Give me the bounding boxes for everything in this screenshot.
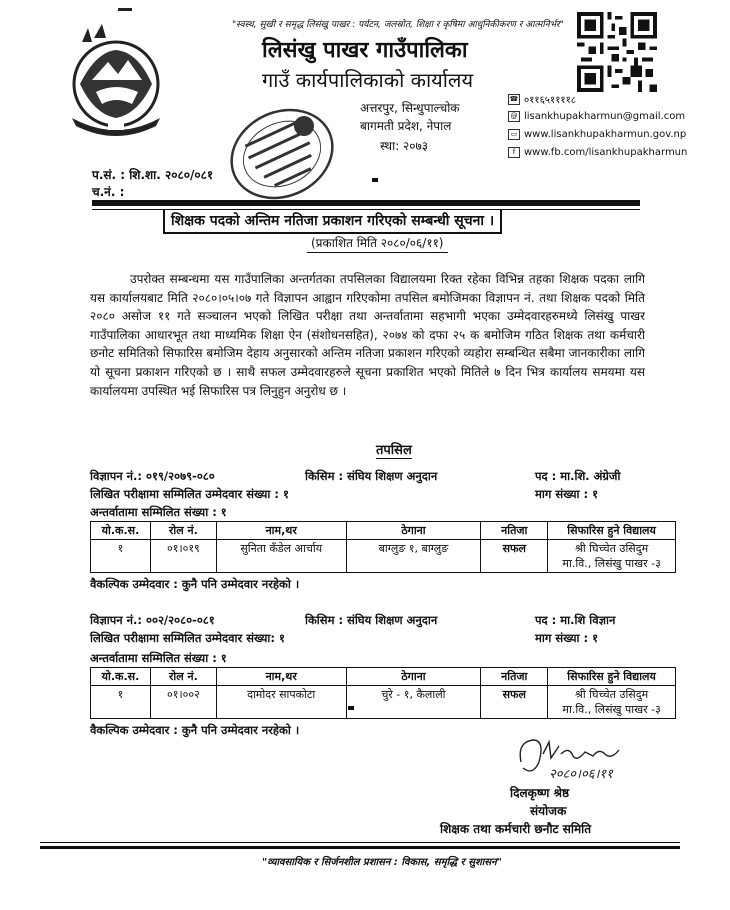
advert-1-kind: किसिम : संघिय शिक्षण अनुदान: [305, 469, 438, 483]
facebook-icon: f: [508, 147, 520, 158]
cell-result: सफल: [481, 686, 548, 719]
footer-motto: "व्यावसायिक र सिर्जनशील प्रशासन : विकास, समृद्धि र सुशासन": [262, 857, 502, 868]
table-row: [91, 540, 676, 573]
col-result: नतिजा: [481, 668, 548, 686]
cell-name: सुनिता कँडेल आर्चाय: [216, 540, 346, 573]
contact-website: [508, 129, 686, 140]
contact-email: [508, 111, 685, 122]
table-header-row: [91, 668, 676, 686]
contact-phone: [508, 92, 576, 106]
cell-school: [548, 686, 676, 719]
handwritten-signature: [515, 732, 645, 782]
cell-serial: १: [91, 540, 151, 573]
office-name: गाउँ कार्यपालिकाको कार्यालय: [262, 68, 474, 92]
col-address: ठेगाना: [346, 522, 481, 540]
school-line-1: श्री घिच्चेत उसिदुम: [575, 688, 649, 701]
col-name: नाम,थर: [216, 668, 346, 686]
footer-divider-thick: [40, 846, 680, 849]
established-year: स्था: २०७३: [380, 139, 429, 153]
school-line-1: श्री घिच्चेत उसिदुम: [575, 542, 649, 555]
web-icon: ▭: [508, 129, 520, 140]
header-motto: "स्वस्थ, सुखी र समृद्ध लिसंखु पाखर : पर्यटन, जलस्रोत, शिक्षा र कृषिमा आधुनिकीकरण र आत्मनिर्भर": [232, 20, 564, 30]
cell-result: सफल: [481, 540, 548, 573]
cell-roll: ०१।०१९: [150, 540, 216, 573]
notice-body: [90, 270, 645, 400]
email-icon: @: [508, 111, 520, 122]
cell-address: बाग्लुङ १, बाग्लुङ: [346, 540, 481, 573]
phone-icon: ☎: [509, 94, 519, 103]
col-result: नतिजा: [481, 522, 548, 540]
notice-body-text: उपरोक्त सम्बन्धमा यस गाउँपालिका अन्तर्गतका तपसिलका विद्यालयमा रिक्त रहेका विभिन्न तहका शिक्षक पदका लागि यस कार्यालयबाट मिति २०८०।०५।०७ गते विज्ञापन आह्वान गरिएकोमा तपसिल बमोजिमका विज्ञापन नं. तथा शिक्षक पदको मिति २०८० असोज ११ गते सञ्चालन भएको लिखित परीक्षा तथा अन्तर्वातामा सहभागी भएका उम्मेदवारहरुमध्ये लिसंखु पाखर गाउँपालिका आधारभूत तथा माध्यमिक शिक्षा ऐन (संशोधनसहित), २०७४ को दफा २५ क बमोजिम गठित शिक्षक तथा कर्मचारी छनोट समितिको सिफारिस बमोजिम देहाय अनुसारको अन्तिम नतिजा प्रकाशन गरिएको व्यहोरा सम्बन्धित सबैमा जानकारीका लागि यो सूचना प्रकाशन गरिएको छ । साथै सफल उम्मेदवारहरुले सूचना प्रकाशित भएको मितिले ७ दिन भित्र कार्यालय समयमा यस कार्यालयमा उपस्थित भई सिफारिस पत्र लिनुहुन अनुरोध छ ।: [90, 272, 645, 398]
advert-2-demand: माग संख्या : १: [535, 631, 599, 645]
advert-2-written-count: लिखित परीक्षामा सम्मिलित उम्मेदवार संख्या: १: [90, 631, 285, 645]
advert-1-number: विज्ञापन नं.: ०१९/२०७९-०८०: [90, 469, 215, 483]
header-divider: [92, 200, 640, 206]
signer-role: संयोजक: [530, 804, 567, 818]
cell-school: [548, 540, 676, 573]
email-address[interactable]: lisankhupakharmun@gmail.com: [524, 111, 686, 122]
published-date: (प्रकाशित मिति २०८०/०६/११): [307, 233, 448, 253]
address-line-2: बागमती प्रदेश, नेपाल: [360, 119, 452, 133]
contact-facebook: [508, 147, 687, 158]
scan-mark: [118, 8, 132, 11]
address-line-1: अत्तरपुर, सिन्धुपाल्चोक: [360, 101, 460, 115]
advert-1-demand: माग संख्या : १: [535, 487, 599, 501]
advert-2-kind: किसिम : संघिय शिक्षण अनुदान: [305, 613, 438, 627]
signer-name: दिलकृष्ण श्रेष्ठ: [510, 786, 570, 800]
facebook-link[interactable]: www.fb.com/lisankhupakharmun: [524, 147, 688, 158]
col-school: सिफारिस हुने विद्यालय: [548, 522, 676, 540]
result-table-2: [90, 667, 676, 719]
cell-name: दामोदर सापकोटा: [216, 686, 346, 719]
school-line-2: मा.वि., लिसंखु पाखर -३: [562, 703, 661, 716]
footer-divider: [40, 842, 680, 843]
col-serial: यो.क.स.: [91, 522, 151, 540]
website-link[interactable]: www.lisankhupakharmun.gov.np: [524, 129, 687, 140]
cell-address: चुरे - १, कैलाली: [346, 686, 481, 719]
col-roll: रोल नं.: [150, 522, 216, 540]
advert-1-interview-count: अन्तर्वातामा सम्मिलित संख्या : १: [90, 505, 227, 519]
patra-sankhya: प.सं. : शि.शा. २०८०/०८१: [92, 168, 214, 182]
result-table-1: [90, 521, 676, 573]
col-name: नाम,थर: [216, 522, 346, 540]
advert-2-interview-count: अन्तर्वातामा सम्मिलित संख्या : १: [90, 651, 227, 665]
advert-1-post: पद : मा.शि. अंग्रेजी: [535, 469, 621, 483]
committee-name: शिक्षक तथा कर्मचारी छनौट समिति: [440, 822, 592, 836]
chalani-number: च.नं. :: [92, 185, 125, 199]
col-roll: रोल नं.: [150, 668, 216, 686]
advert-2-post: पद : मा.शि विज्ञान: [535, 613, 616, 627]
advert-2-alternate: वैकल्पिक उम्मेदवार : कुनै पनि उम्मेदवार नरहेको ।: [90, 723, 300, 737]
cell-serial: १: [91, 686, 151, 719]
advert-1-alternate: वैकल्पिक उम्मेदवार : कुनै पनि उम्मेदवार नरहेको ।: [90, 577, 300, 591]
qr-code[interactable]: [577, 12, 657, 92]
office-stamp: [222, 100, 342, 208]
signature-date: २०८०।०६।११: [549, 767, 613, 782]
advert-1-written-count: लिखित परीक्षामा सम्मिलित उम्मेदवार संख्या : १: [90, 487, 289, 501]
scan-dot: [348, 706, 354, 710]
nepal-emblem-icon: [62, 22, 170, 142]
cell-roll: ०१।००२: [150, 686, 216, 719]
notice-subject: शिक्षक पदको अन्तिम नतिजा प्रकाशन गरिएको सम्बन्धी सूचना ।: [163, 209, 502, 234]
col-serial: यो.क.स.: [91, 668, 151, 686]
school-line-2: मा.वि., लिसंखु पाखर -३: [562, 557, 661, 570]
schedule-title: तपसिल: [376, 440, 412, 459]
col-school: सिफारिस हुने विद्यालय: [548, 668, 676, 686]
org-name: लिसंखु पाखर गाउँपालिका: [262, 38, 468, 63]
scan-dot: [372, 178, 378, 182]
table-row: [91, 686, 676, 719]
phone-number: ०११६५११११८: [524, 95, 576, 106]
advert-2-number: विज्ञापन नं.: ००२/२०८०-०८१: [90, 613, 215, 627]
col-address: ठेगाना: [346, 668, 481, 686]
table-header-row: [91, 522, 676, 540]
